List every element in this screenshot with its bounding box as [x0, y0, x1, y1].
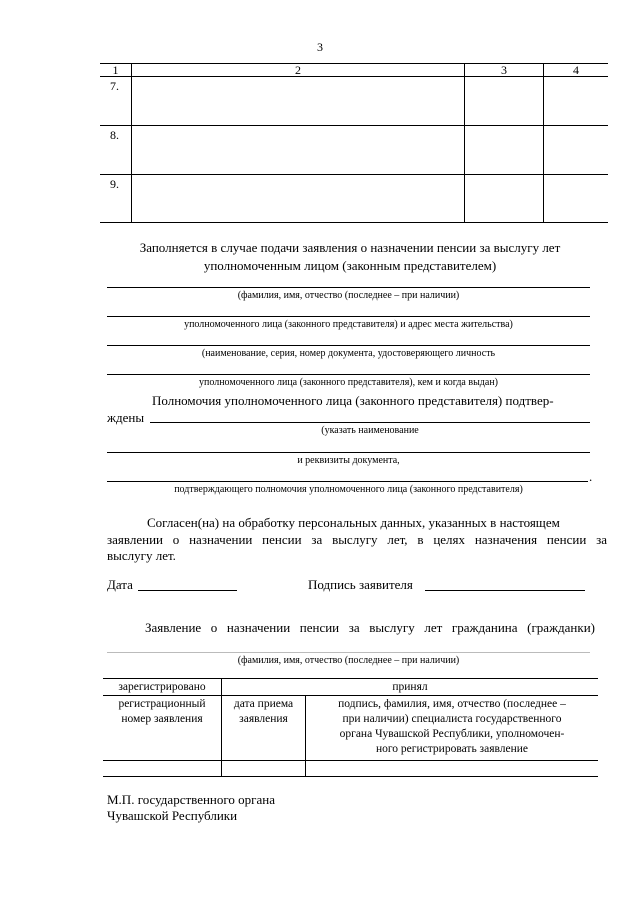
- authority-doc-field-line[interactable]: [150, 422, 590, 423]
- page-number: 3: [317, 40, 323, 54]
- specialist-line3: органа Чувашской Республики, уполномочен-: [339, 728, 565, 740]
- caption-doc-confirm: подтверждающего полномочия уполномоченного лица (законного представителя): [174, 484, 523, 495]
- representative-heading-line2: уполномоченным лицом (законным представителем): [203, 258, 497, 273]
- doc-details-field-line[interactable]: [107, 452, 590, 453]
- caption-id-issued: уполномоченного лица (законного представителя), кем и когда выдан): [199, 377, 498, 388]
- caption-doc-name: (указать наименование: [321, 425, 419, 436]
- column-header-1: 1: [112, 63, 119, 77]
- row-number-7: 7.: [110, 79, 119, 93]
- signature-field-line[interactable]: [425, 590, 585, 591]
- signature-label: Подпись заявителя: [308, 577, 413, 592]
- column-header-4: 4: [573, 63, 579, 77]
- address-field-line[interactable]: [107, 316, 590, 317]
- reg-number-line1: регистрационный: [118, 698, 206, 710]
- column-header-3: 3: [501, 63, 507, 77]
- citizen-fio-caption: (фамилия, имя, отчество (последнее – при наличии): [237, 655, 460, 666]
- receipt-date-line2: заявления: [239, 713, 288, 725]
- consent-line2: заявлении о назначении пенсии за выслугу лет, в целях назначения пенсии за: [107, 532, 607, 547]
- caption-doc-details: и реквизиты документа,: [297, 455, 400, 466]
- caption-fio: (фамилия, имя, отчество (последнее – при наличии): [237, 290, 460, 301]
- end-dot: .: [589, 469, 593, 484]
- caption-address: уполномоченного лица (законного представителя) и адрес места жительства): [184, 319, 513, 330]
- citizen-fio-field-line[interactable]: [107, 652, 590, 653]
- doc-confirm-field-line[interactable]: [107, 481, 588, 482]
- representative-heading-line1: Заполняется в случае подачи заявления о назначении пенсии за выслугу лет: [139, 240, 561, 255]
- consent-line1: Согласен(на) на обработку персональных данных, указанных в настоящем: [147, 515, 560, 530]
- fio-field-line[interactable]: [107, 287, 590, 288]
- id-document-field-line[interactable]: [107, 345, 590, 346]
- seal-line1: М.П. государственного органа: [107, 792, 275, 807]
- citizen-statement-line: Заявление о назначении пенсии за выслугу лет гражданина (гражданки): [145, 620, 595, 635]
- seal-line2: Чувашской Республики: [107, 808, 238, 823]
- specialist-line4: ного регистрировать заявление: [375, 743, 529, 755]
- authority-text-word: ждены: [107, 410, 145, 425]
- date-field-line[interactable]: [138, 590, 237, 591]
- consent-line3: выслугу лет.: [107, 548, 176, 563]
- row-number-9: 9.: [110, 177, 119, 191]
- reg-number-line2: номер заявления: [121, 713, 203, 725]
- specialist-line2: при наличии) специалиста государственного: [342, 713, 562, 725]
- specialist-line1: подпись, фамилия, имя, отчество (последнее –: [338, 698, 566, 710]
- date-label: Дата: [107, 577, 133, 592]
- authority-text-line1: Полномочия уполномоченного лица (законного представителя) подтвер-: [152, 393, 554, 408]
- id-issued-field-line[interactable]: [107, 374, 590, 375]
- caption-id-document: (наименование, серия, номер документа, удостоверяющего личность: [201, 348, 496, 359]
- row-number-8: 8.: [110, 128, 119, 142]
- registered-header: зарегистрировано: [118, 681, 206, 693]
- receipt-date-line1: дата приема: [233, 698, 294, 710]
- column-header-2: 2: [295, 63, 301, 77]
- accepted-header: принял: [392, 681, 428, 693]
